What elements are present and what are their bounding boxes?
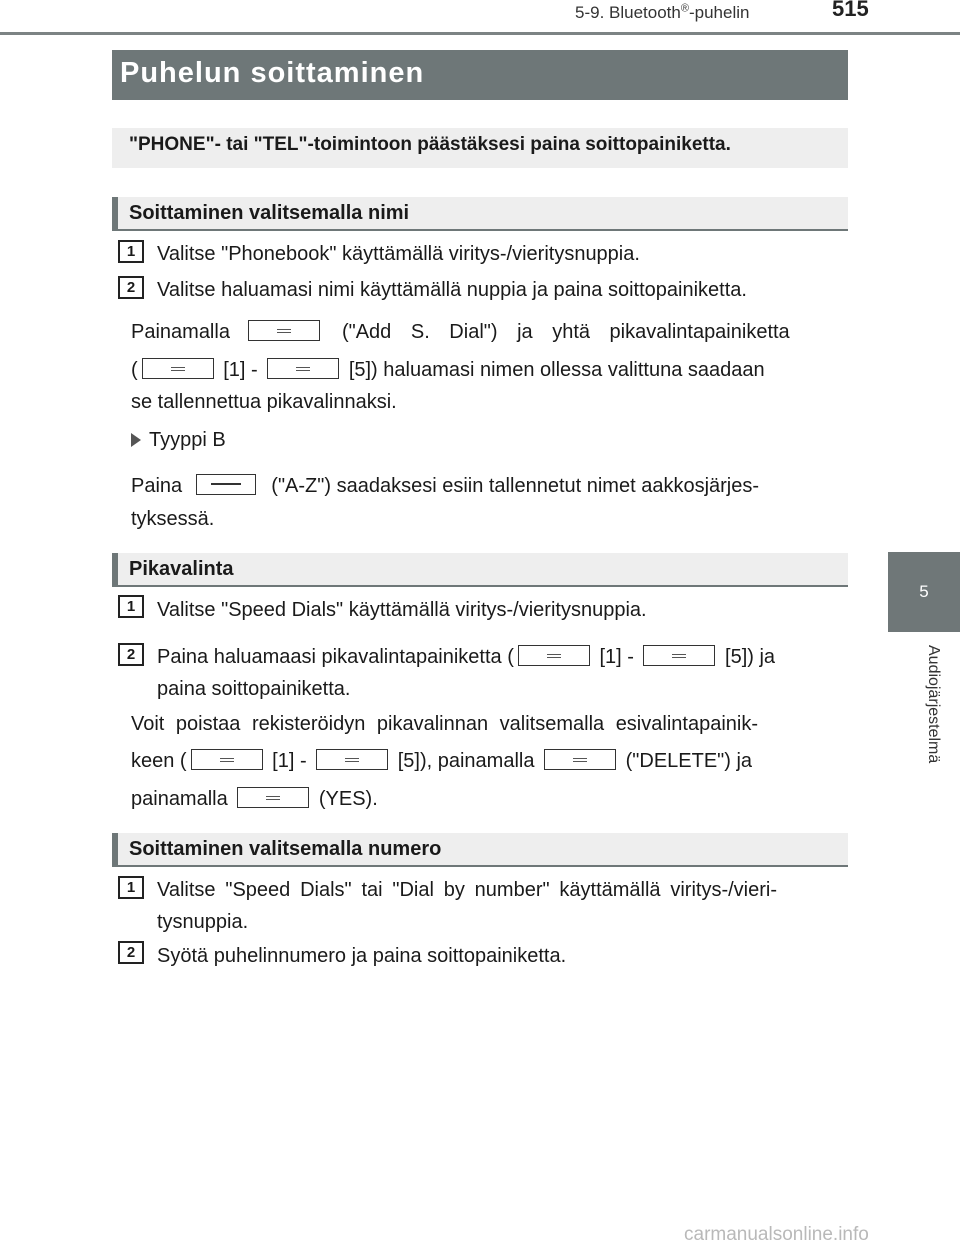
- step-text: [157, 641, 841, 673]
- a-z-button-icon: [196, 474, 256, 495]
- note-text: keen (: [131, 750, 187, 772]
- step-number-1: 1: [118, 595, 144, 618]
- step-text: Valitse "Phonebook" käyttämällä viritys-/vieritysnuppia.: [157, 243, 640, 265]
- note-text: [5]), painamalla: [397, 750, 535, 772]
- note-paragraph: [131, 316, 841, 348]
- note-text: painamalla: [131, 788, 228, 810]
- note-text: se tallennettua pikavalinnaksi.: [131, 391, 397, 413]
- type-label-text: Tyyppi B: [149, 429, 226, 451]
- note-text: [5]) haluamasi nimen ollessa valittuna saadaan: [348, 359, 765, 381]
- step-text-part: [5]) ja: [725, 646, 776, 668]
- page-number: 515: [832, 0, 869, 21]
- type-label: [131, 424, 226, 456]
- chapter-label: Audiojärjestelmä: [925, 645, 942, 764]
- section-prefix: 5-9. Bluetooth: [575, 3, 681, 22]
- step-text: Valitse "Speed Dials" tai "Dial by number" käyttämällä viritys-/vieri-tysnuppia.: [157, 879, 777, 933]
- triangle-bullet-icon: [131, 433, 141, 447]
- note-text: [1] -: [223, 359, 258, 381]
- note-text: ("Add S. Dial") ja yhtä pikavalintapainiketta: [341, 321, 790, 343]
- registered-mark: ®: [680, 2, 689, 15]
- preset-1-button-icon: [518, 645, 590, 666]
- typeb-text: tyksessä.: [131, 508, 215, 530]
- page-title: Puhelun soittaminen: [112, 50, 848, 100]
- preset-1-button-icon: [142, 358, 214, 379]
- step-text: Valitse haluamasi nimi käyttämällä nuppia ja paina soittopainiketta.: [157, 279, 747, 301]
- step-number-1: 1: [118, 240, 144, 263]
- watermark: carmanualsonline.info: [684, 1224, 869, 1245]
- heading-call-by-number: Soittaminen valitsemalla numero: [112, 833, 848, 867]
- step-number-2: 2: [118, 941, 144, 964]
- heading-call-by-name: Soittaminen valitsemalla nimi: [112, 197, 848, 231]
- note-text: ("DELETE") ja: [625, 750, 753, 772]
- note-text: (: [131, 359, 138, 381]
- preset-1-button-icon: [191, 749, 263, 770]
- note-text: [1] -: [272, 750, 307, 772]
- step-number-1: 1: [118, 876, 144, 899]
- note-text: Painamalla: [131, 321, 230, 343]
- chapter-tab: 5: [888, 552, 960, 632]
- header-divider: [0, 32, 960, 35]
- note-text: (YES).: [318, 788, 378, 810]
- delete-note: Voit poistaa rekisteröidyn pikavalinnan valitsemalla esivalintapainik-: [131, 713, 758, 735]
- step-text: Valitse "Speed Dials" käyttämällä viritys-/vieritysnuppia.: [157, 599, 647, 621]
- step-text-part: [1] -: [599, 646, 634, 668]
- delete-button-icon: [544, 749, 616, 770]
- add-speed-dial-button-icon: [248, 320, 320, 341]
- step-number-2: 2: [118, 276, 144, 299]
- note-paragraph: [131, 354, 841, 386]
- lead-instruction: "PHONE"- tai "TEL"-toimintoon päästäksesi paina soittopainiketta.: [112, 128, 848, 168]
- preset-5-button-icon: [316, 749, 388, 770]
- delete-note: [131, 783, 841, 815]
- typeb-paragraph: [131, 470, 841, 502]
- heading-speed-dial: Pikavalinta: [112, 553, 848, 587]
- preset-5-button-icon: [643, 645, 715, 666]
- typeb-text: Paina: [131, 475, 183, 497]
- delete-note: [131, 745, 841, 777]
- typeb-text: ("A-Z") saadaksesi esiin tallennetut nimet aakkosjärjes-: [271, 475, 760, 497]
- section-title: [575, 0, 749, 26]
- step-number-2: 2: [118, 643, 144, 666]
- step-text: Syötä puhelinnumero ja paina soittopainiketta.: [157, 945, 567, 967]
- yes-button-icon: [237, 787, 309, 808]
- preset-5-button-icon: [267, 358, 339, 379]
- step-text-part: Paina haluamaasi pikavalintapainiketta (: [157, 646, 514, 668]
- step-text: paina soittopainiketta.: [157, 678, 351, 700]
- section-suffix: -puhelin: [688, 3, 750, 22]
